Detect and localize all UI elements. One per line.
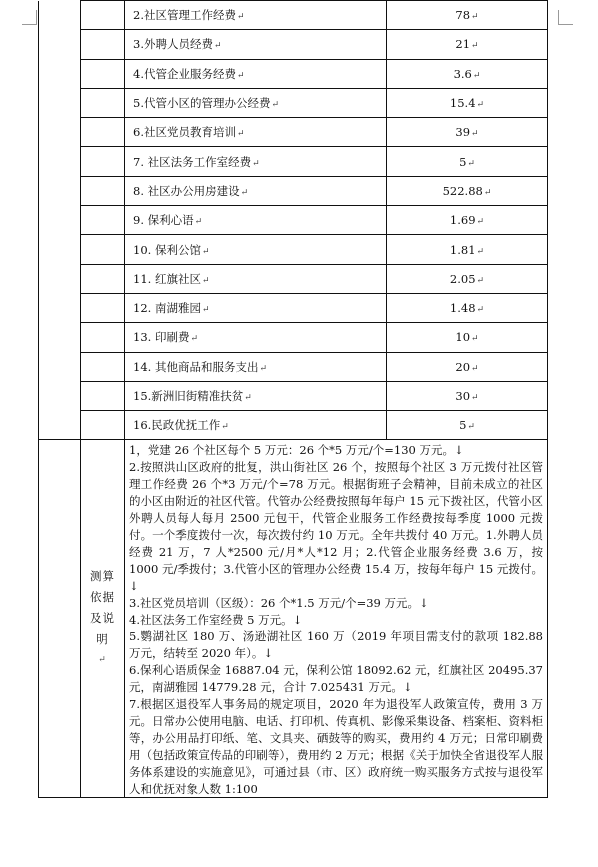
cell-end-mark: ↵ [252,158,260,169]
item-amount-cell [387,411,548,440]
item-name: 7. 社区法务工作室经费 [133,154,252,169]
basis-label-line: 及说 [90,611,115,626]
item-amount-cell [387,323,548,352]
item-name-cell [125,30,387,59]
blank-left-cell [39,147,81,176]
blank-label-cell [81,30,125,59]
budget-item-row [39,88,548,117]
basis-label [81,566,124,671]
item-amount: 21 [455,37,471,52]
item-name-cell [125,88,387,117]
budget-item-row [39,118,548,147]
cell-end-mark: ↵ [190,334,198,345]
blank-label-cell [81,59,125,88]
item-name: 12. 南湖雅园 [133,301,201,316]
item-name: 6.社区党员教育培训 [133,125,236,140]
blank-label-cell [81,411,125,440]
item-amount-cell [387,88,548,117]
item-amount-cell [387,59,548,88]
budget-item-rows [39,1,548,440]
item-name: 13. 印刷费 [133,330,190,345]
blank-left-cell [39,1,81,30]
item-amount-cell [387,352,548,381]
item-amount: 2.05 [449,271,476,286]
budget-item-row [39,206,548,235]
cell-end-mark: ↵ [471,129,479,140]
item-amount: 5 [459,418,467,433]
budget-item-row [39,293,548,322]
cell-end-mark: ↵ [471,363,479,374]
budget-table [38,0,548,798]
cell-end-mark: ↵ [221,422,229,433]
basis-paragraph: 2.按照洪山区政府的批复，洪山街社区 26 个，按照每个社区 3 万元拨付社区管理工作经费 26 个*3 万元/个=78 万元。根据街班子会精神，目前未成立的社区的小区由附近的社区代管。代管办公经费按照每年每户 15 元下拨社区，代管小区外聘人员每人每月 2500 元包干，代管企业服务工作经费按每季度 1000 元拨付。一个季度拨付一次，每次拨付约 10 万元。全年共拨付 40 万元。1.外聘人员经费 21 万，7 人*2500 元/月*人*12 月；2.代管企业服务经费 3.6 万，按 1000 元/季拨付；3.代管小区的管理办公经费 15.4 万，按每年每户 15 元拨付。↓ [129,460,543,593]
item-amount-cell [387,30,548,59]
blank-left-cell [39,88,81,117]
basis-paragraph: 5.鹦湖社区 180 万、汤逊湖社区 160 万（2019 年项目需支付的款项 182.88 万元，结转至 2020 年）。↓ [129,629,543,661]
budget-item-row [39,323,548,352]
item-amount: 15.4 [449,96,476,111]
blank-label-cell [81,293,125,322]
budget-item-row [39,352,548,381]
blank-label-cell [81,1,125,30]
blank-left-cell [39,293,81,322]
blank-left-cell [39,206,81,235]
item-name: 11. 红旗社区 [133,271,201,286]
item-name: 16.民政优抚工作 [133,418,221,433]
item-name-cell [125,59,387,88]
blank-left-cell [39,264,81,293]
cell-end-mark: ↵ [476,217,485,228]
item-name-cell [125,206,387,235]
item-name-cell [125,118,387,147]
cell-end-mark: ↵ [244,393,252,403]
budget-item-row [39,1,548,30]
cell-end-mark: ↵ [471,334,479,345]
budget-item-row [39,381,548,410]
basis-paragraph: 4.社区法务工作室经费 5 万元。↓ [129,612,303,627]
cell-end-mark: ↵ [213,41,222,52]
basis-label-cell [81,440,125,798]
item-amount-cell [387,118,548,147]
item-name-cell [125,264,387,293]
item-amount-cell [387,1,548,30]
basis-label-line: 测算 [90,569,115,584]
item-amount-cell [387,293,548,322]
item-amount: 1.69 [449,213,476,228]
item-amount: 30 [455,389,471,403]
blank-left-cell [39,352,81,381]
blank-left-cell [39,381,81,410]
blank-label-cell [81,147,125,176]
item-amount: 10 [455,330,471,345]
cell-end-mark: ↵ [201,275,210,286]
item-amount: 78 [455,8,471,23]
basis-paragraph: 3.社区党员培训（区级）：26 个*1.5 万元/个=39 万元。↓ [129,595,429,610]
blank-left-cell [39,440,81,798]
basis-text [129,442,543,797]
item-name: 9. 保利心语 [133,213,194,228]
cell-end-mark: ↵ [236,70,245,81]
blank-label-cell [81,381,125,410]
item-name: 5.代管小区的管理办公经费 [133,96,271,111]
page-corner-mark-right [558,10,573,25]
budget-item-row [39,176,548,205]
cell-end-mark: ↵ [467,422,475,433]
cell-end-mark: ↵ [98,655,107,666]
cell-end-mark: ↵ [471,41,479,52]
item-name-cell [125,381,387,410]
budget-item-row [39,235,548,264]
blank-label-cell [81,118,125,147]
cell-end-mark: ↵ [201,246,210,257]
item-amount-cell [387,381,548,410]
item-amount-cell [387,147,548,176]
cell-end-mark: ↵ [471,12,479,23]
blank-label-cell [81,235,125,264]
item-name: 14. 其他商品和服务支出 [133,359,259,374]
item-name-cell [125,293,387,322]
basis-paragraph: 7.根据区退役军人事务局的规定项目，2020 年为退役军人政策宣传，费用 3 万元。日常办公使用电脑、电话、打印机、传真机、影像采集设备、档案柜、资料柜等，办公用品打印纸、笔、文具夹、硒鼓等的购买，费用约 4 万元；日常印刷费用（包括政策宣传品的印刷等），费用约 2 万元；根据《关于加快全省退役军人服务体系建设的实施意见》，可通过县（市、区）政府统一购买服务方式按与退役军人和优抚对象人数 1:100 [129,697,543,796]
blank-left-cell [39,235,81,264]
budget-item-row [39,30,548,59]
item-name: 2.社区管理工作经费 [133,8,236,23]
basis-paragraph: 6.保利心语质保金 16887.04 元，保利公馆 18092.62 元，红旗社区 20495.37 元，南湖雅园 14779.28 元，合计 7.025431 万元。↓ [129,663,543,695]
cell-end-mark: ↵ [476,275,485,286]
item-name-cell [125,176,387,205]
item-name-cell [125,411,387,440]
cell-end-mark: ↵ [201,305,210,316]
blank-label-cell [81,206,125,235]
cell-end-mark: ↵ [467,158,475,169]
item-amount: 20 [455,359,471,374]
blank-label-cell [81,176,125,205]
basis-paragraph: 1，党建 26 个社区每个 5 万元：26 个*5 万元/个=130 万元。↓ [129,443,464,458]
basis-row [39,440,548,798]
basis-label-line: 明 [96,632,109,647]
item-amount-cell [387,206,548,235]
item-name: 8. 社区办公用房建设 [133,183,240,198]
budget-item-row [39,59,548,88]
item-name-cell [125,1,387,30]
basis-label-line: 依据 [90,590,115,605]
item-name-cell [125,235,387,264]
item-name-cell [125,352,387,381]
cell-end-mark: ↵ [236,129,245,140]
blank-label-cell [81,88,125,117]
item-name-cell [125,147,387,176]
blank-label-cell [81,323,125,352]
blank-label-cell [81,352,125,381]
blank-left-cell [39,118,81,147]
item-amount-cell [387,176,548,205]
item-amount: 39 [455,125,471,140]
cell-end-mark: ↵ [476,305,485,316]
item-amount: 1.81 [449,242,476,257]
cell-end-mark: ↵ [236,12,245,23]
item-amount-cell [387,264,548,293]
blank-left-cell [39,323,81,352]
budget-item-row [39,411,548,440]
cell-end-mark: ↵ [259,363,267,374]
cell-end-mark: ↵ [476,100,485,111]
blank-left-cell [39,59,81,88]
cell-end-mark: ↵ [194,217,203,228]
basis-detail-cell [125,440,548,798]
item-name: 4.代管企业服务经费 [133,66,236,81]
item-amount-cell [387,235,548,264]
item-name: 15.新洲旧街精准扶贫 [133,389,244,403]
blank-label-cell [81,264,125,293]
budget-item-row [39,147,548,176]
blank-left-cell [39,411,81,440]
cell-end-mark: ↵ [471,393,479,403]
item-name-cell [125,323,387,352]
cell-end-mark: ↵ [240,187,249,198]
item-amount: 3.6 [453,66,472,81]
blank-left-cell [39,176,81,205]
cell-end-mark: ↵ [483,187,492,198]
item-name: 3.外聘人员经费 [133,37,213,52]
page-corner-mark-left [22,10,37,25]
item-amount: 522.88 [442,183,483,198]
cell-end-mark: ↵ [472,70,481,81]
item-name: 10. 保利公馆 [133,242,201,257]
item-amount: 1.48 [449,301,476,316]
cell-end-mark: ↵ [476,246,485,257]
blank-left-cell [39,30,81,59]
cell-end-mark: ↵ [271,100,280,111]
item-amount: 5 [459,154,467,169]
budget-item-row [39,264,548,293]
